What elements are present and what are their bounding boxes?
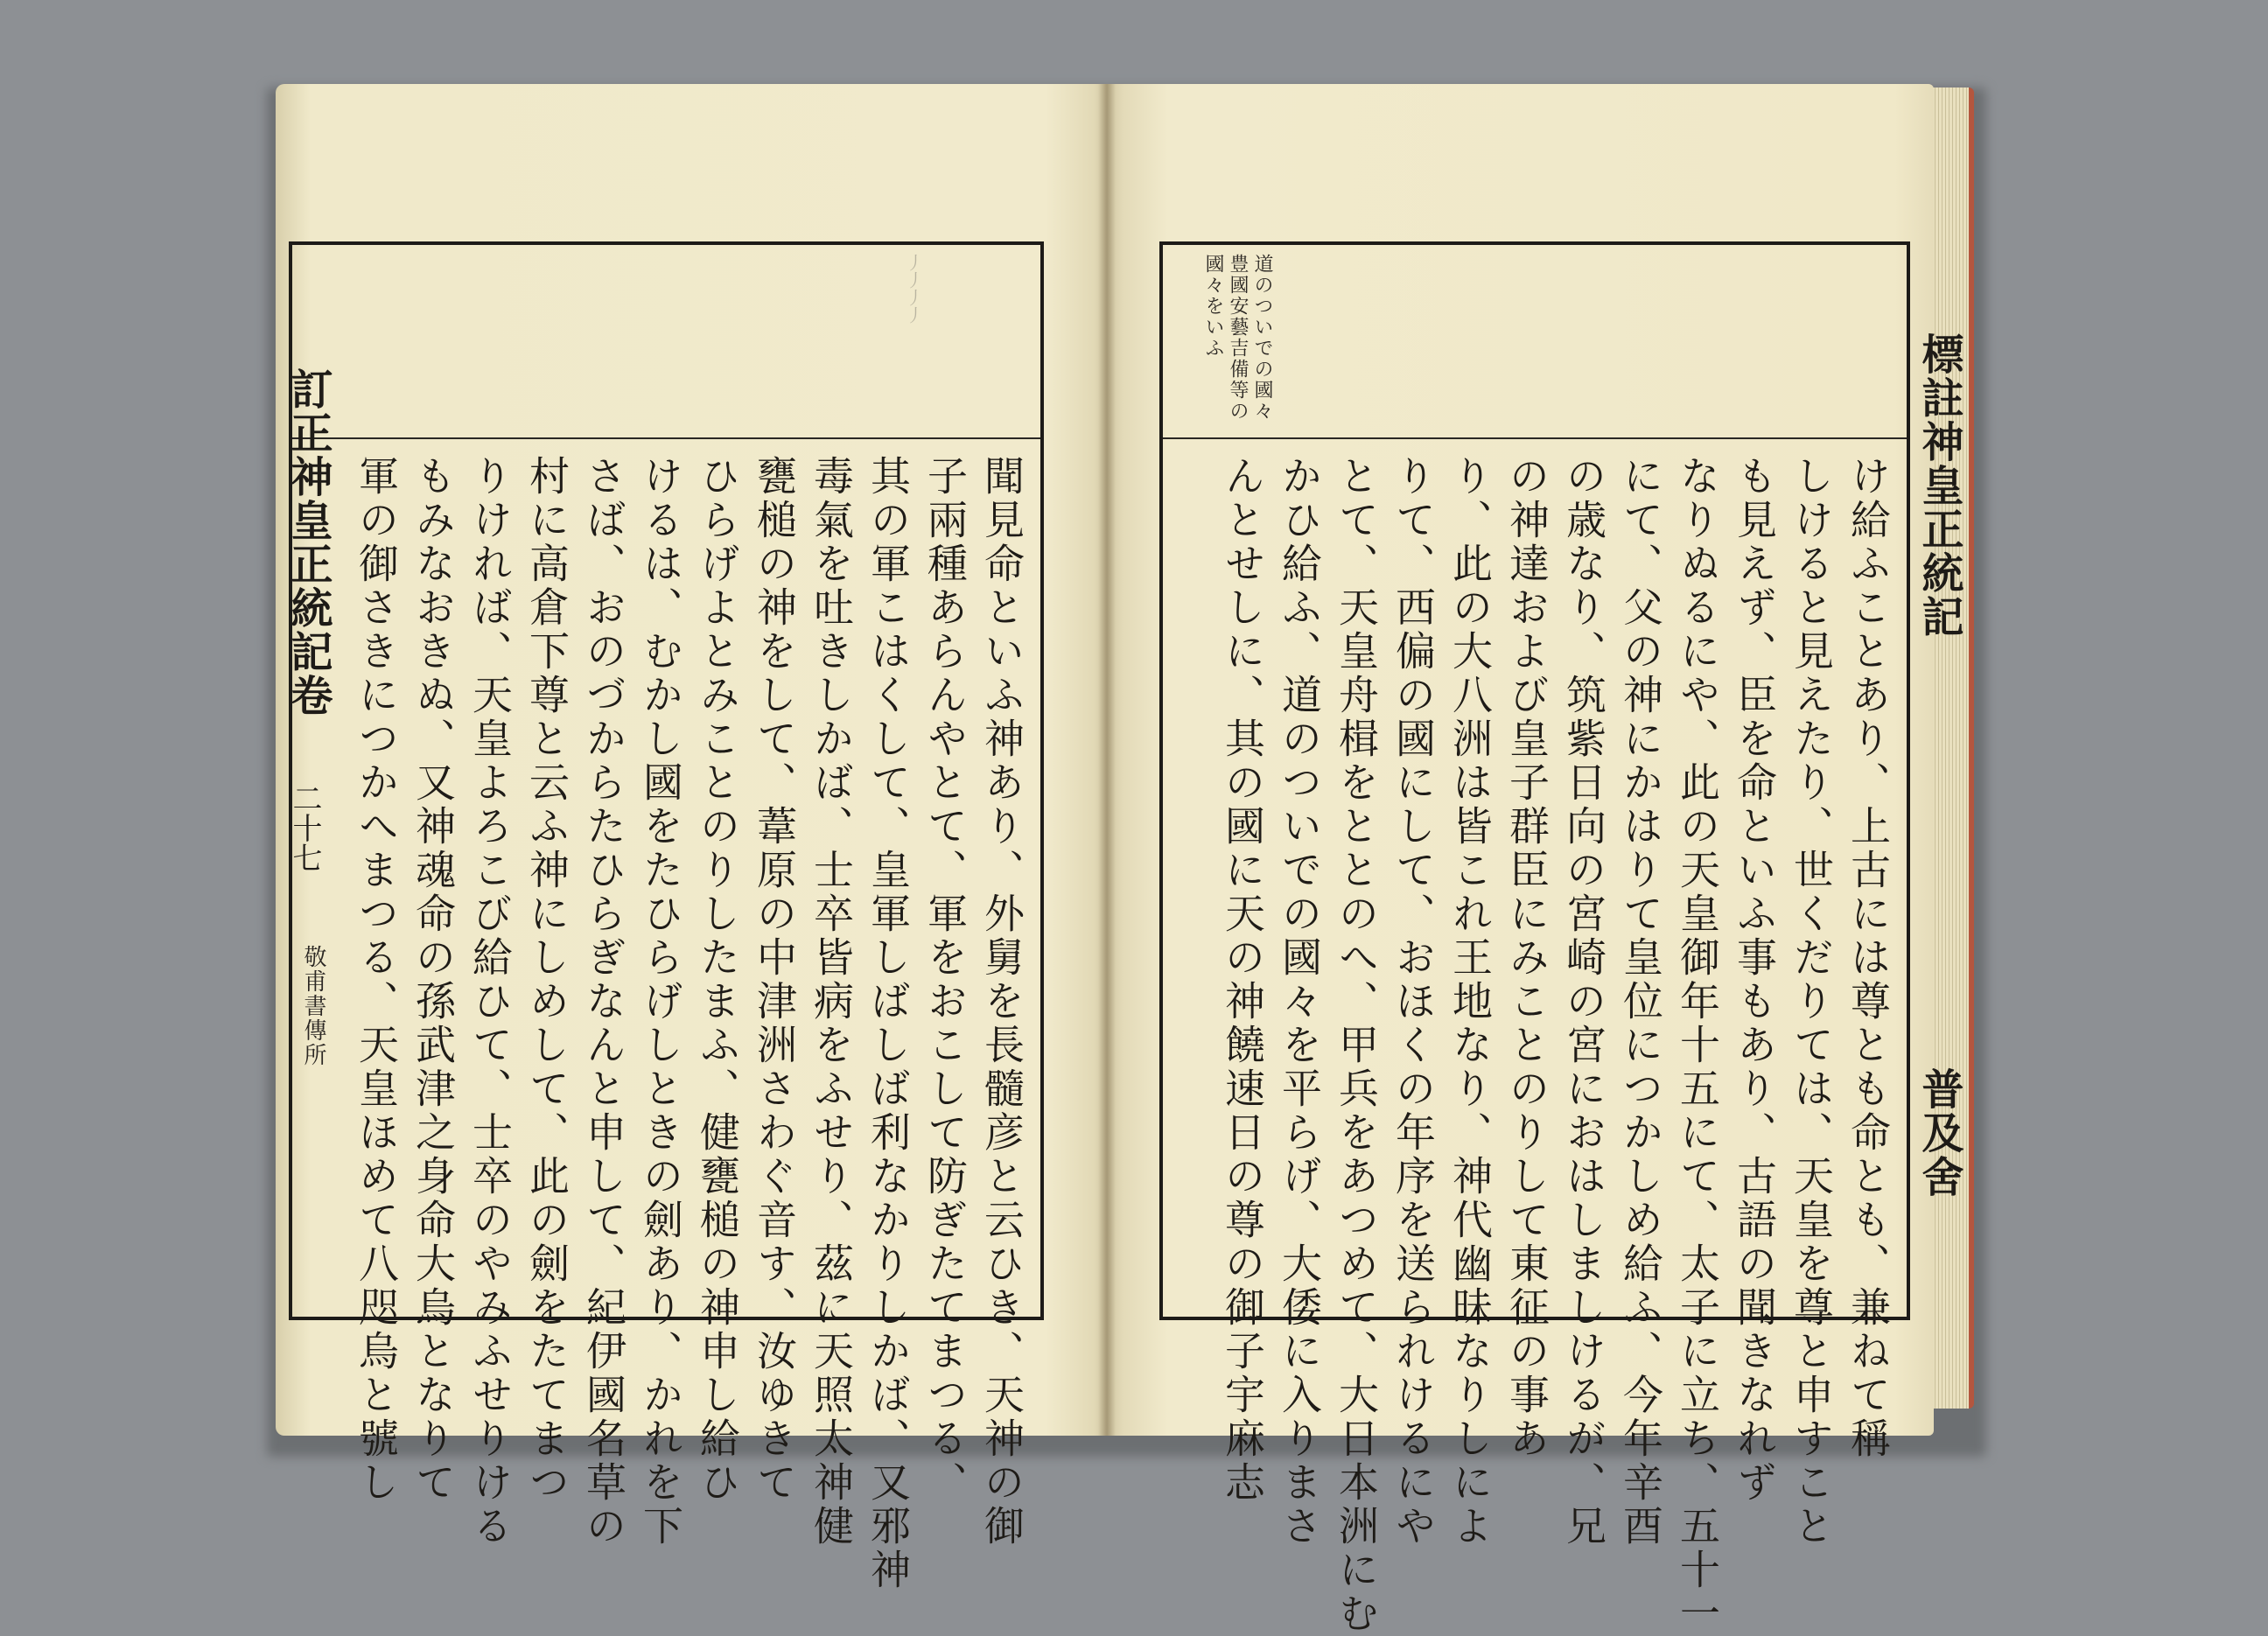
right-col-3: も見えず、臣を命といふ事もあり、古語の聞きなれず	[1731, 455, 1778, 1505]
left-col-8: さば、おのづからたひらぎなんと申して、紀伊國名草の	[580, 455, 627, 1549]
left-publisher-mark: 敬甫書傳所	[300, 945, 326, 1067]
right-margin-title: 標註神皇正統記	[1914, 332, 1964, 639]
left-col-10: りければ、天皇よろこび給ひて、士卒のやみふせりける	[466, 455, 514, 1549]
right-headnote-rule	[1163, 437, 1907, 439]
left-col-4: 毒氣を吐きしかば、士卒皆病をふせり、茲に天照太神健	[808, 455, 855, 1549]
right-col-6: の歳なり、筑紫日向の宮崎の宮におはしましけるが、兄	[1560, 455, 1607, 1549]
book-gutter	[1098, 84, 1116, 1436]
left-col-7: けるは、むかし國をたひらげしときの劍あり、かれを下	[637, 455, 684, 1549]
right-col-2: しけると見えたり、世くだりては、天皇を尊と申すこと	[1788, 455, 1835, 1549]
right-col-8: り、此の大八洲は皆これ王地なり、神代幽昧なりしによ	[1446, 455, 1494, 1549]
left-col-9: 村に高倉下尊と云ふ神にしめして、此の劍をたてまつ	[523, 455, 570, 1505]
left-folio-number: 二十七	[287, 783, 322, 872]
right-col-4: なりぬるにや、此の天皇御年十五にて、太子に立ち、五十一	[1674, 455, 1721, 1636]
right-col-10: とて、天皇舟楫をととのへ、甲兵をあつめて、大日本洲にむ	[1333, 455, 1380, 1636]
right-col-5: にて、父の神にかはりて皇位につかしめ給ふ、今年辛酉	[1617, 455, 1664, 1549]
left-col-5: 甕槌の神をして、葦原の中津洲さわぐ音す、汝ゆきて	[751, 455, 798, 1505]
right-headnote: 道のついでの國々豊國安藝吉備等の國々をいふ	[1202, 254, 1273, 422]
left-col-11: もみなおきぬ、又神魂命の孫武津之身命大烏となりて	[410, 455, 457, 1505]
right-col-7: の神達および皇子群臣にみことのりして東征の事あ	[1503, 455, 1550, 1461]
right-col-11: かひ給ふ、道のついでの國々を平らげ、大倭に入りまさ	[1276, 455, 1323, 1549]
right-col-12: んとせしに、其の國に天の神饒速日の尊の御子宇麻志	[1219, 455, 1266, 1505]
right-publisher-mark: 普及舍	[1914, 1067, 1964, 1199]
left-bleedthrough: 丿丿丿丿	[903, 254, 924, 324]
left-col-6: ひらげよとみことのりしたまふ、健甕槌の神申し給ひ	[694, 455, 741, 1505]
left-col-3: 其の軍こはくして、皇軍しばしば利なかりしかば、又邪神	[864, 455, 912, 1592]
left-headnote-rule	[292, 437, 1040, 439]
left-margin-title: 訂正神皇正統記卷	[284, 367, 332, 717]
left-col-2: 子兩種あらんやとて、軍をおこして防ぎたてまつる、	[921, 455, 969, 1505]
right-col-9: りて、西偏の國にして、おほくの年序を送られけるにや	[1390, 455, 1437, 1549]
right-col-1: け給ふことあり、上古には尊とも命とも、兼ねて稱	[1844, 455, 1892, 1461]
left-col-12: 軍の御さきにつかへまつる、天皇ほめて八咫烏と號し	[353, 455, 400, 1505]
left-col-1: 聞見命といふ神あり、外舅を長髓彦と云ひき、天神の御	[978, 455, 1026, 1549]
